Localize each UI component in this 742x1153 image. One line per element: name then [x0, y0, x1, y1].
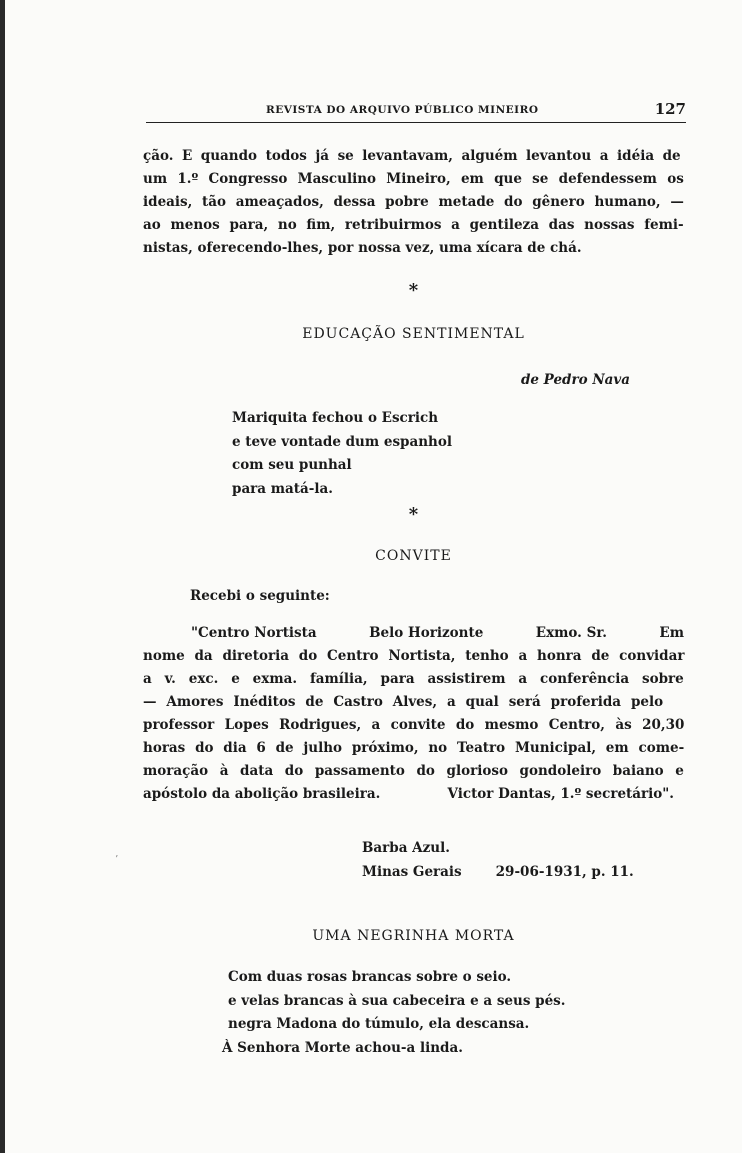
paragraph-line: professor Lopes Rodrigues, a convite do mesmo Centro, às 20,30 [143, 717, 685, 733]
section-separator: * [408, 504, 419, 525]
paragraph-line: ideais, tão ameaçados, dessa pobre metade do gênero humano, — [143, 194, 684, 210]
invitation-body [143, 622, 684, 806]
invitation-first-line [143, 622, 684, 645]
invitation-city: Belo Horizonte [369, 625, 484, 641]
invitation-signatory: Victor Dantas, 1.º secretário". [447, 786, 674, 802]
paragraph-line: ção. E quando todos já se levantavam, alguém levantou a idéia de [143, 148, 681, 164]
paragraph-line: — Amores Inéditos de Castro Alves, a qual será proferida pelo [143, 694, 664, 710]
source-citation [362, 860, 634, 884]
invitation-last-line [143, 783, 684, 806]
paragraph-line: nistas, oferecendo-lhes, por nossa vez, uma xícara de chá. [143, 240, 582, 256]
poem-byline: de Pedro Nava [520, 372, 630, 388]
verse-line: negra Madona do túmulo, ela descansa. [228, 1016, 530, 1032]
section-separator: * [408, 280, 419, 301]
verse-line: e velas brancas à sua cabeceira e a seus pés. [228, 992, 566, 1009]
page-edge-shadow [0, 0, 5, 1153]
invitation-intro [190, 585, 490, 608]
poem-title-negrinha: UMA NEGRINHA MORTA [312, 928, 515, 944]
verse-line: À Senhora Morte achou-a linda. [222, 1039, 463, 1056]
paragraph-line: horas do dia 6 de julho próximo, no Teatro Municipal, em come- [143, 740, 685, 756]
invitation-org: "Centro Nortista [191, 625, 317, 641]
source-date-page: 29-06-1931, p. 11. [495, 864, 634, 880]
paragraph-line: moração à data do passamento do glorioso gondoleiro baiano e [143, 763, 684, 779]
intro-paragraph [143, 145, 684, 260]
verse-line: para matá-la. [232, 480, 333, 497]
paragraph-line: a v. exc. e exma. família, para assistirem a conferência sobre [143, 671, 684, 687]
verse-line: Mariquita fechou o Escrich [232, 410, 439, 426]
invitation-title: CONVITE [375, 548, 452, 564]
invitation-intro-text: Recebi o seguinte: [190, 588, 330, 604]
verse-line: Com duas rosas brancas sobre o seio. [228, 969, 512, 985]
poem-educacao-verses [232, 407, 452, 501]
invitation-salutation: Exmo. Sr. [535, 625, 607, 641]
paragraph-line: nome da diretoria do Centro Nortista, tenho a honra de convidar [143, 648, 685, 664]
invitation-closing: apóstolo da abolição brasileira. [143, 786, 381, 802]
running-header [146, 100, 686, 123]
source-newspaper: Minas Gerais [362, 864, 462, 880]
poem-negrinha-verses [222, 966, 565, 1060]
paragraph-line: um 1.º Congresso Masculino Mineiro, em que se defendessem os [143, 171, 684, 187]
paragraph-line: ao menos para, no fim, retribuirmos a gentileza das nossas femi- [143, 217, 684, 233]
page-number: 127 [654, 100, 686, 118]
poem-title-educacao: EDUCAÇÃO SENTIMENTAL [302, 326, 525, 342]
margin-mark: ʼ [115, 855, 118, 865]
signoff-block [362, 836, 634, 884]
running-title: REVISTA DO ARQUIVO PÚBLICO MINEIRO [266, 104, 539, 116]
signature-pseudonym: Barba Azul. [362, 840, 450, 856]
verse-line: com seu punhal [232, 457, 352, 473]
verse-line: e teve vontade dum espanhol [232, 433, 453, 450]
invitation-word: Em [659, 625, 684, 641]
